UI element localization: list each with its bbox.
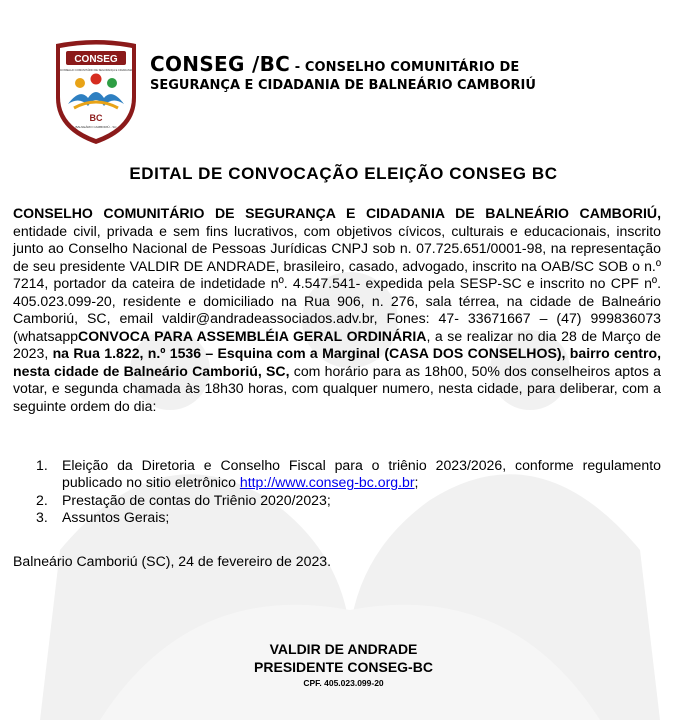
- date-line: Balneário Camboriú (SC), 24 de fevereiro de 2023.: [13, 553, 332, 569]
- org-header: [150, 52, 670, 93]
- convoca-text: CONVOCA PARA ASSEMBLÉIA GERAL ORDINÁRIA: [78, 327, 427, 344]
- conseg-logo: [52, 38, 140, 146]
- logo-bottom-text: BC: [89, 113, 103, 123]
- intro-text: entidade civil, privada e sem fins lucrativos, com objetivos cívicos, culturais e educacionais, inscrito junto ao Conselho Nacional de Pessoas Jurídicas CNPJ sob n. 07.725.651/0001-98, na representação de seu presidente VALDIR DE ANDRADE, brasileiro, casado, advogado, inscrito na OAB/SC SOB o n.º 7214, portador da cateira de indetidade nº. 4.547.541- expedida pela SESP-SC e inscrito no CPF nº. 405.023.099-20, residente e domiciliado na Rua 906, n. 276, sala térrea, na cidade de Balneário Camboriú, SC, email valdir@andradeassociados.adv.br, Fones: 47- 33671667 – (47) 999836073 (whatsapp: [13, 222, 661, 344]
- agenda-item: [36, 492, 661, 509]
- org-line1-rest: - CONSELHO COMUNITÁRIO DE: [290, 60, 520, 75]
- website-link[interactable]: http://www.conseg-bc.org.br: [239, 474, 415, 491]
- agenda-item-text: [62, 457, 661, 492]
- agenda-item-label: Eleição da Diretoria e Conselho Fiscal para o triênio 2023/2026, conforme regulamento publicado no sitio eletrônico: [62, 457, 661, 491]
- middle-text: , a se realizar no dia 28 de Março de 2023,: [13, 327, 661, 361]
- logo-top-text: CONSEG: [74, 54, 118, 65]
- signature-name: VALDIR DE ANDRADE: [269, 641, 418, 657]
- agenda-item-number: 2.: [36, 491, 48, 508]
- agenda-item-text: Assuntos Gerais;: [62, 508, 170, 525]
- org-header-line1: [150, 52, 670, 76]
- logo-small-text: CONSELHO COMUNITÁRIO DE SEGURANÇA E CIDADANIA: [59, 69, 133, 72]
- agenda-item: [36, 457, 661, 492]
- org-header-line2: SEGURANÇA E CIDADANIA DE BALNEÁRIO CAMBORIÚ: [150, 78, 536, 93]
- signature-cpf: CPF. 405.023.099-20: [303, 678, 384, 688]
- agenda-item: [36, 509, 661, 526]
- agenda-item-number: 1.: [36, 457, 48, 473]
- body-paragraph: [13, 205, 661, 415]
- agenda-item-suffix: ;: [414, 474, 419, 491]
- agenda-item-text: Prestação de contas do Triênio 2020/2023;: [62, 491, 331, 508]
- signature-role: PRESIDENTE CONSEG-BC: [254, 659, 433, 675]
- agenda-item-number: 3.: [36, 508, 48, 525]
- org-full-name: CONSELHO COMUNITÁRIO DE SEGURANÇA E CIDADANIA DE BALNEÁRIO CAMBORIÚ,: [13, 205, 661, 221]
- agenda-list: [36, 457, 661, 526]
- document-title: EDITAL DE CONVOCAÇÃO ELEIÇÃO CONSEG BC: [129, 164, 558, 183]
- logo-bottom-small: BALNEÁRIO CAMBORIÚ - SC: [75, 125, 117, 129]
- location-text: na Rua 1.822, n.º 1536 – Esquina com a Marginal (CASA DOS CONSELHOS), bairro centro, nesta cidade de Balneário Camboriú, SC,: [13, 345, 662, 379]
- closing-text: com horário para as 18h00, 50% dos conselheiros aptos a votar, e segunda chamada às 18h30 horas, com qualquer numero, nesta cidade, para deliberar, com a seguinte ordem do dia:: [13, 362, 661, 414]
- org-short-name: CONSEG /BC: [150, 52, 291, 76]
